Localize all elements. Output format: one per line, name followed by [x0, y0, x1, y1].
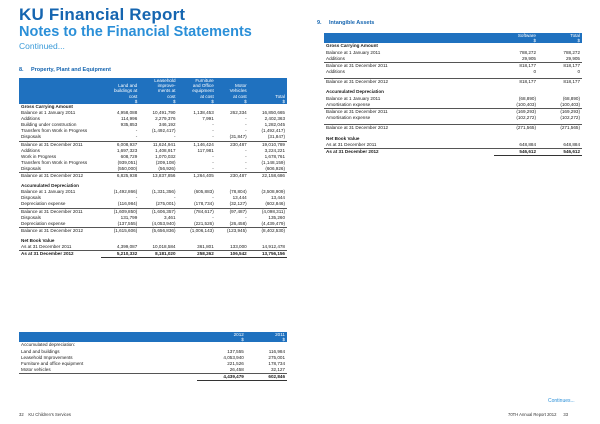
- column-header-line: 2011: [275, 332, 285, 337]
- table-row: [19, 227, 287, 234]
- row-label: Additions: [326, 68, 345, 74]
- cell-value: 13,837,856: [139, 173, 177, 180]
- row-label: Leasehold Improvements: [21, 354, 73, 360]
- right-page: [300, 0, 600, 424]
- cell-value: (68,890): [562, 95, 580, 101]
- row-label: Depreciation expense: [21, 220, 66, 226]
- report-title: KU Financial Report: [19, 5, 186, 24]
- cell-value: 32,127: [270, 366, 285, 372]
- row-label: As at 31 December 2012: [19, 251, 101, 258]
- cell-value: -: [173, 134, 176, 140]
- column-header-line: $: [244, 98, 247, 104]
- cell-value: 788,272: [563, 49, 580, 55]
- cell-value: -: [245, 159, 247, 165]
- row-label: Disposals: [21, 165, 41, 171]
- cell-value: 6,825,938: [101, 173, 139, 180]
- table-row: [324, 108, 582, 115]
- cell-value: -: [245, 214, 247, 220]
- intangibles-section-title: [317, 20, 374, 26]
- cell-value: -: [245, 165, 247, 171]
- row-label: Balance at 1 January 2011: [21, 189, 76, 195]
- cell-value: 106,542: [216, 251, 249, 258]
- row-label: Amortisation expense: [326, 114, 371, 120]
- row-label: Balance at 31 December 2012: [19, 173, 101, 180]
- cell-value: 1,146,424: [178, 141, 216, 148]
- row-label: Balance at 1 January 2011: [326, 95, 381, 101]
- row-label: As at 31 December 2011: [21, 243, 72, 249]
- column-header-line: Total: [570, 33, 580, 38]
- column-header: [538, 33, 582, 43]
- table-row: [324, 125, 582, 132]
- column-header-line: $: [211, 98, 214, 104]
- column-header-line: $: [172, 98, 176, 104]
- cell-value: (97,487): [216, 208, 249, 215]
- cell-value: -: [212, 122, 214, 128]
- cell-value: (32,127): [229, 201, 247, 207]
- cell-value: 262,334: [230, 110, 247, 116]
- depreciation-table: [19, 332, 287, 381]
- table-row: [19, 221, 287, 228]
- cell-value: 1,697,323: [116, 147, 138, 153]
- intangibles-header-row: [324, 33, 582, 43]
- left-footer-org: KU Children's Services: [28, 412, 72, 417]
- cell-value: (78,804): [229, 189, 247, 195]
- cell-value: 29,905: [565, 55, 580, 61]
- column-header-line: and Office: [192, 83, 214, 89]
- cell-value: 22,158,686: [249, 173, 287, 180]
- table-row: [324, 148, 582, 155]
- ppe-header-row: [19, 78, 287, 104]
- cell-value: (178,734): [194, 201, 214, 207]
- row-label: Additions: [21, 116, 40, 122]
- cell-value: (169,293): [494, 108, 538, 115]
- row-label: Gross Carrying Amount: [21, 104, 73, 110]
- cell-value: 10,491,790: [152, 110, 176, 116]
- row-label: [19, 373, 197, 380]
- cell-value: -: [245, 153, 247, 159]
- row-label: Disposals: [21, 134, 41, 140]
- cell-value: -: [173, 195, 176, 201]
- row-label: Gross Carrying Amount: [326, 43, 378, 49]
- row-label: Additions: [21, 147, 40, 153]
- cell-value: 546,612: [538, 148, 582, 155]
- cell-value: 7,991: [202, 116, 214, 122]
- row-label: Balance at 31 December 2011: [324, 108, 494, 115]
- cell-value: 117,981: [197, 147, 214, 153]
- row-label: Transfers from Work in Progress: [21, 128, 88, 134]
- intangibles-header-blank: [324, 33, 494, 43]
- cell-value: 230,487: [216, 141, 249, 148]
- cell-value: 14,912,478: [262, 243, 285, 249]
- column-header-line: $: [533, 38, 536, 44]
- cell-value: 648,884: [519, 141, 536, 147]
- cell-value: -: [135, 134, 138, 140]
- cell-value: (1,006,143): [178, 227, 216, 234]
- page-title: Notes to the Financial Statements: [19, 24, 252, 40]
- cell-value: (1,148,159): [261, 159, 285, 165]
- table-row: [324, 102, 582, 109]
- cell-value: 818,177: [494, 62, 538, 69]
- table-row: [19, 373, 287, 380]
- column-header-line: $: [282, 337, 285, 343]
- cell-value: 346,192: [158, 122, 176, 128]
- continued-label: Continued...: [19, 41, 65, 51]
- cell-value: 935,853: [120, 122, 138, 128]
- row-label: Furniture and office equipment: [21, 360, 84, 366]
- cell-value: 4,399,087: [116, 243, 138, 249]
- intangibles-table: [324, 33, 582, 156]
- column-header: [101, 78, 139, 104]
- cell-value: 818,177: [494, 79, 538, 86]
- column-header-line: $: [282, 98, 285, 104]
- cell-value: 6,008,937: [101, 141, 139, 148]
- row-label: Disposals: [21, 214, 41, 220]
- column-header-line: $: [577, 38, 580, 44]
- column-header-line: Leasehold: [154, 78, 176, 83]
- cell-value: 135,260: [268, 214, 285, 220]
- table-row: [324, 62, 582, 69]
- right-page-number: 33: [563, 412, 569, 417]
- table-row: [324, 79, 582, 86]
- column-header-line: $: [134, 98, 138, 104]
- column-header-line: at cost: [200, 93, 214, 99]
- cell-value: 230,487: [216, 173, 249, 180]
- row-label: Land and buildings: [21, 348, 60, 354]
- cell-value: (100,403): [560, 101, 580, 107]
- table-row: [19, 141, 287, 148]
- cell-value: -: [135, 195, 138, 201]
- intangibles-section-number: 9.: [317, 20, 322, 26]
- cell-value: 2,279,376: [155, 116, 176, 122]
- right-footer: [508, 412, 568, 417]
- cell-value: 4,958,088: [116, 110, 138, 116]
- cell-value: -: [245, 116, 247, 122]
- column-header-line: at cost: [233, 93, 247, 99]
- column-header: [494, 33, 538, 43]
- cell-value: -: [212, 214, 214, 220]
- cell-value: 137,555: [227, 348, 244, 354]
- row-label: Additions: [326, 55, 345, 61]
- column-header: [197, 332, 246, 342]
- cell-value: 3,224,221: [264, 147, 285, 153]
- intangibles-body: [324, 43, 582, 155]
- cell-value: 258,262: [178, 251, 216, 258]
- table-row: [324, 142, 582, 149]
- column-header: [178, 78, 216, 104]
- cell-value: (102,272): [516, 114, 536, 120]
- cell-value: 0: [577, 68, 580, 74]
- row-label: Building under construction: [21, 122, 77, 128]
- right-footer-doc: 70TH Annual Report 2012: [508, 412, 557, 417]
- cell-value: 10,018,584: [152, 243, 176, 249]
- ppe-body: [19, 104, 287, 258]
- cell-value: 818,177: [538, 79, 582, 86]
- cell-value: (606,926): [265, 165, 285, 171]
- column-header-line: improve-: [157, 83, 176, 89]
- cell-value: 275,001: [268, 354, 285, 360]
- table-row: [19, 134, 287, 141]
- depreciation-header-row: [19, 332, 287, 342]
- column-header: [216, 78, 249, 104]
- depreciation-header-blank: [19, 332, 197, 342]
- table-row: [19, 367, 287, 374]
- cell-value: 8,181,020: [139, 251, 177, 258]
- cell-value: -: [212, 165, 214, 171]
- column-header-line: cost: [167, 93, 176, 99]
- cell-value: (1,606,357): [139, 208, 177, 215]
- cell-value: 1,678,761: [264, 153, 285, 159]
- cell-value: 29,905: [521, 55, 536, 61]
- row-label: As at 31 December 2012: [324, 148, 494, 155]
- cell-value: (271,565): [538, 125, 582, 132]
- cell-value: -: [135, 128, 138, 134]
- cell-value: (605,883): [194, 189, 214, 195]
- column-header-line: Total: [275, 93, 285, 99]
- cell-value: (550,000): [117, 165, 138, 171]
- cell-value: 114,996: [120, 116, 138, 122]
- row-label: Transfers from Work in Progress: [21, 159, 88, 165]
- cell-value: (221,526): [194, 220, 214, 226]
- ppe-header-blank: [19, 78, 101, 104]
- row-label: Balance at 31 December 2011: [19, 141, 101, 148]
- table-row: [324, 56, 582, 63]
- cell-value: 19,010,789: [249, 141, 287, 148]
- column-header-line: Software: [517, 33, 536, 38]
- column-header-line: Furniture: [195, 78, 214, 83]
- cell-value: 608,729: [120, 153, 138, 159]
- table-row: [19, 244, 287, 251]
- cell-value: 1,138,453: [193, 110, 214, 116]
- cell-value: -: [212, 134, 214, 140]
- cell-value: 4,439,479: [197, 373, 246, 380]
- cell-value: 26,458: [229, 366, 244, 372]
- cell-value: (31,847): [267, 134, 285, 140]
- column-header-line: equipment: [192, 88, 214, 94]
- cell-value: (116,984): [117, 201, 138, 207]
- cell-value: 788,272: [519, 49, 536, 55]
- cell-value: 0: [533, 68, 536, 74]
- cell-value: 3,461: [164, 214, 176, 220]
- row-label: Accumulated Depreciation: [326, 89, 384, 95]
- row-label: Balance at 31 December 2012: [324, 79, 494, 86]
- cell-value: (100,403): [516, 101, 536, 107]
- row-label: Balance at 31 December 2011: [19, 208, 101, 215]
- column-header-line: 2012: [233, 332, 244, 337]
- cell-value: (5,656,836): [139, 227, 177, 234]
- cell-value: (8,402,530): [249, 227, 287, 234]
- row-label: Disposals: [21, 195, 41, 201]
- column-header-line: ments at: [157, 88, 176, 94]
- row-label: Net Book Value: [21, 237, 55, 243]
- cell-value: 13,444: [232, 195, 247, 201]
- row-label: Balance at 31 December 2012: [324, 125, 494, 132]
- cell-value: 11,624,941: [139, 141, 177, 148]
- cell-value: (56,926): [158, 165, 176, 171]
- column-header-line: $: [241, 337, 244, 343]
- cell-value: (209,108): [155, 159, 176, 165]
- cell-value: (169,293): [538, 108, 582, 115]
- cell-value: 602,846: [246, 373, 287, 380]
- cell-value: (102,272): [560, 114, 580, 120]
- cell-value: 1,070,032: [155, 153, 176, 159]
- row-label: Balance at 1 January 2011: [21, 110, 76, 116]
- table-row: [19, 208, 287, 215]
- cell-value: (4,053,940): [152, 220, 176, 226]
- cell-value: 221,526: [227, 360, 244, 366]
- cell-value: (271,565): [494, 125, 538, 132]
- row-label: Balance at 1 January 2011: [326, 49, 381, 55]
- table-row: [19, 166, 287, 173]
- ppe-section-number: 8.: [19, 67, 24, 73]
- row-label: Balance at 31 December 2012: [19, 227, 101, 234]
- cell-value: 16,850,665: [262, 110, 285, 116]
- cell-value: 131,799: [120, 214, 138, 220]
- depreciation-body: [19, 342, 287, 380]
- cell-value: 13,444: [270, 195, 285, 201]
- column-header-line: Land and: [118, 83, 138, 89]
- cell-value: -: [245, 122, 247, 128]
- cell-value: (4,439,479): [261, 220, 285, 226]
- column-header-line: Motor: [234, 83, 247, 89]
- column-header-line: Vehicles: [229, 88, 247, 94]
- column-header: [249, 78, 287, 104]
- row-label: Work in Progress: [21, 153, 57, 159]
- cell-value: (68,890): [518, 95, 536, 101]
- row-label: Amortisation expense: [326, 101, 371, 107]
- cell-value: -: [245, 128, 247, 134]
- row-label: Accumulated depreciation:: [21, 342, 76, 348]
- cell-value: (137,555): [117, 220, 138, 226]
- table-row: [19, 201, 287, 208]
- column-header-line: buildings at: [114, 88, 138, 94]
- cell-value: 116,984: [268, 348, 285, 354]
- cell-value: 1,282,045: [264, 122, 285, 128]
- cell-value: 4,053,940: [223, 354, 244, 360]
- cell-value: (939,051): [117, 159, 138, 165]
- row-label: Motor vehicles: [21, 366, 51, 372]
- table-row: [19, 251, 287, 258]
- cell-value: 2,402,363: [264, 116, 285, 122]
- cell-value: (123,945): [216, 227, 249, 234]
- ppe-section-heading: Property, Plant and Equipment: [31, 67, 111, 73]
- column-header: [246, 332, 287, 342]
- cell-value: -: [212, 195, 214, 201]
- cell-value: 1,264,405: [178, 173, 216, 180]
- cell-value: (1,331,356): [152, 189, 176, 195]
- cell-value: 178,734: [268, 360, 285, 366]
- column-header-line: cost: [128, 93, 138, 99]
- continues-label: Continues...: [548, 398, 575, 404]
- row-label: Depreciation expense: [21, 201, 66, 207]
- cell-value: (1,615,606): [101, 227, 139, 234]
- row-label: Accumulated Depreciation: [21, 183, 79, 189]
- column-header: [139, 78, 177, 104]
- table-row: [19, 173, 287, 180]
- cell-value: (1,492,866): [113, 189, 138, 195]
- cell-value: (31,847): [229, 134, 247, 140]
- cell-value: -: [212, 159, 214, 165]
- row-label: As at 31 December 2011: [326, 141, 377, 147]
- left-page-number: 32: [19, 412, 24, 417]
- cell-value: 1,408,917: [155, 147, 176, 153]
- left-footer: [19, 412, 71, 417]
- cell-value: (602,846): [265, 201, 285, 207]
- cell-value: (4,098,311): [249, 208, 287, 215]
- cell-value: (275,001): [155, 201, 176, 207]
- ppe-table: [19, 78, 287, 258]
- ppe-section-title: [19, 67, 111, 73]
- row-label: Net Book Value: [326, 135, 360, 141]
- cell-value: (3,508,909): [261, 189, 285, 195]
- cell-value: (784,617): [178, 208, 216, 215]
- cell-value: 648,884: [563, 141, 580, 147]
- cell-value: 361,801: [197, 243, 214, 249]
- cell-value: (1,492,417): [152, 128, 176, 134]
- cell-value: 818,177: [538, 62, 582, 69]
- cell-value: -: [245, 147, 247, 153]
- row-label: Balance at 31 December 2011: [324, 62, 494, 69]
- cell-value: -: [212, 128, 214, 134]
- cell-value: (1,492,417): [261, 128, 285, 134]
- cell-value: 546,612: [494, 148, 538, 155]
- cell-value: 5,210,332: [101, 251, 139, 258]
- intangibles-section-heading: Intangible Assets: [329, 20, 375, 26]
- cell-value: 133,000: [230, 243, 247, 249]
- cell-value: -: [212, 153, 214, 159]
- cell-value: (26,458): [229, 220, 247, 226]
- cell-value: (1,609,850): [101, 208, 139, 215]
- cell-value: 13,756,156: [249, 251, 287, 258]
